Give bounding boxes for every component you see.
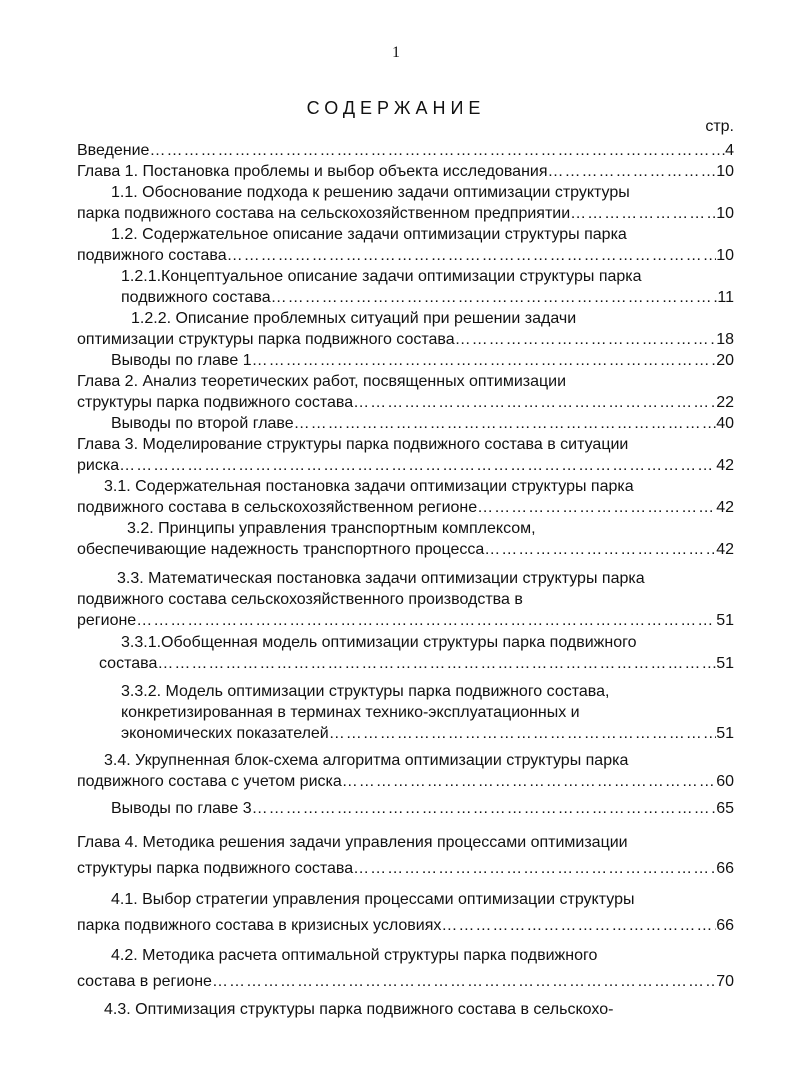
- toc-entry-chapter-4[interactable]: Глава 4. Методика решения задачи управления процессами оптимизации структуры парка подвижного состава …………………………………………………………………………………………………………………………………………………………………… 66: [77, 832, 734, 879]
- toc-entry-chapter-2[interactable]: Глава 2. Анализ теоретических работ, посвященных оптимизации структуры парка подвижного состава …………………………………………………………………………………………………………………………………………………………………… 22: [77, 371, 734, 413]
- toc-page-number: 11: [717, 289, 734, 306]
- toc-entry-section-4-2[interactable]: 4.2. Методика расчета оптимальной структуры парка подвижного состава в регионе …………………………………………………………………………………………………………………………………………………………………… 70: [77, 945, 734, 992]
- toc-page-number: 60: [716, 773, 734, 790]
- toc-entry-section-3-1[interactable]: 3.1. Содержательная постановка задачи оптимизации структуры парка подвижного состава в сельскохозяйственном регионе …………………………………………………………………………………………………………………………………………………………………… 42: [77, 476, 734, 518]
- toc-entry-section-1-1[interactable]: 1.1. Обоснование подхода к решению задачи оптимизации структуры парка подвижного состава на сельскохозяйственном предприятии …………………………………………………………………………………………………………………………………………………………………… 10: [77, 182, 734, 224]
- toc-page-number: 51: [716, 655, 734, 672]
- toc-page-number: 42: [716, 457, 734, 474]
- toc-entry-chapter-3[interactable]: Глава 3. Моделирование структуры парка подвижного состава в ситуации риска …………………………………………………………………………………………………………………………………………………………………… 42: [77, 434, 734, 476]
- toc-entry-section-3-3-2[interactable]: 3.3.2. Модель оптимизации структуры парка подвижного состава, конкретизированная в терминах технико-эксплуатационных и экономических показателей …………………………………………………………………………………………………………………………………………………………………… 51: [121, 681, 734, 744]
- toc-page-number: 10: [716, 205, 734, 222]
- toc-page-number: 70: [716, 973, 734, 990]
- toc-entry-section-1-2-1[interactable]: 1.2.1.Концептуальное описание задачи оптимизации структуры парка подвижного состава …………………………………………………………………………………………………………………………………………………………………… 11: [121, 266, 734, 308]
- toc-entry-section-3-3[interactable]: 3.3. Математическая постановка задачи оптимизации структуры парка подвижного состава сельскохозяйственного производства в регионе …………………………………………………………………………………………………………………………………………………………………… 51: [77, 568, 734, 631]
- toc-page-number: 18: [716, 331, 734, 348]
- toc-entry-section-3-4[interactable]: 3.4. Укрупненная блок-схема алгоритма оптимизации структуры парка подвижного состава с учетом риска …………………………………………………………………………………………………………………………………………………………………… 60: [77, 750, 734, 792]
- toc-entry-section-1-2-2[interactable]: 1.2.2. Описание проблемных ситуаций при решении задачи оптимизации структуры парка подвижного состава …………………………………………………………………………………………………………………………………………………………………… 18: [77, 308, 734, 350]
- toc-page-number: 40: [716, 415, 734, 432]
- toc-page-number: 51: [716, 725, 734, 742]
- toc-page-number: 66: [716, 917, 734, 934]
- toc-page-number: 51: [716, 612, 734, 629]
- toc-page-number: 65: [716, 800, 734, 817]
- toc-entry-section-3-2[interactable]: 3.2. Принципы управления транспортным комплексом, обеспечивающие надежность транспортного процесса …………………………………………………………………………………………………………………………………………………………………… 42: [77, 518, 734, 560]
- toc-page-number: 42: [716, 499, 734, 516]
- toc-page-number: 20: [716, 352, 734, 369]
- toc-page-number: 4: [725, 142, 734, 159]
- toc-entry-section-3-3-1[interactable]: 3.3.1.Обобщенная модель оптимизации структуры парка подвижного состава …………………………………………………………………………………………………………………………………………………………………… 51: [99, 632, 734, 674]
- toc-entry-chapter-1[interactable]: Глава 1. Постановка проблемы и выбор объекта исследования …………………………………………………………………………………………………………………………………………………………………… 10: [77, 161, 734, 182]
- toc-page-number: 10: [716, 163, 734, 180]
- page-number: 1: [392, 44, 400, 61]
- toc-page-number: 10: [716, 247, 734, 264]
- toc-page-number: 22: [716, 394, 734, 411]
- toc-entry-section-1-2[interactable]: 1.2. Содержательное описание задачи оптимизации структуры парка подвижного состава …………………………………………………………………………………………………………………………………………………………………… 10: [77, 224, 734, 266]
- page-title: СОДЕРЖАНИЕ: [306, 98, 486, 118]
- toc-entry-conclusions-1[interactable]: Выводы по главе 1 …………………………………………………………………………………………………………………………………………………………………… 20: [111, 350, 734, 371]
- toc-page-number: 66: [716, 860, 734, 877]
- toc-entry-conclusions-3[interactable]: Выводы по главе 3 …………………………………………………………………………………………………………………………………………………………………… 65: [111, 798, 734, 819]
- page-column-label: стр.: [705, 118, 734, 135]
- toc-entry-section-4-3[interactable]: 4.3. Оптимизация структуры парка подвижного состава в сельскохо-: [104, 1001, 614, 1018]
- toc-entry-section-4-1[interactable]: 4.1. Выбор стратегии управления процессами оптимизации структуры парка подвижного состава в кризисных условиях …………………………………………………………………………………………………………………………………………………………………… 66: [77, 889, 734, 936]
- toc-entry-introduction[interactable]: Введение …………………………………………………………………………………………………………………………………………………………………… 4: [77, 140, 734, 161]
- toc-page-number: 42: [716, 541, 734, 558]
- toc-entry-conclusions-2[interactable]: Выводы по второй главе …………………………………………………………………………………………………………………………………………………………………… 40: [111, 413, 734, 434]
